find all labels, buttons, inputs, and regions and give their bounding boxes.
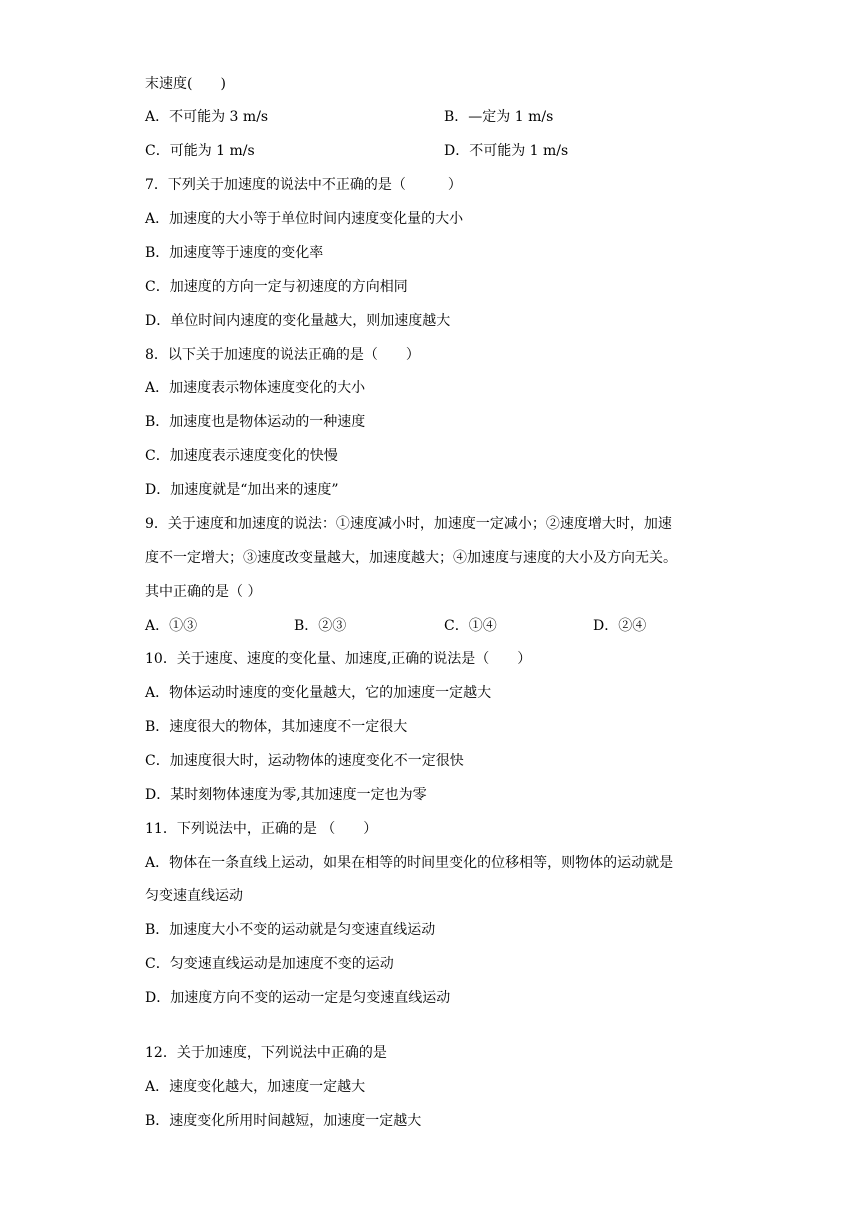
q9-stem-line-3: 其中正确的是（ ）: [145, 584, 262, 600]
q7-stem: 7．下列关于加速度的说法中不正确的是（ ）: [145, 177, 462, 193]
q7-option-d: D．单位时间内速度的变化量越大，则加速度越大: [145, 313, 451, 329]
q11-option-a-line-1: A．物体在一条直线上运动，如果在相等的时间里变化的位移相等，则物体的运动就是: [145, 855, 674, 871]
q12-option-b: B．速度变化所用时间越短，加速度一定越大: [145, 1113, 422, 1129]
q10-option-a: A．物体运动时速度的变化量越大，它的加速度一定越大: [145, 685, 492, 701]
q8-option-d: D．加速度就是“加出来的速度”: [145, 482, 339, 498]
q11-option-b: B．加速度大小不变的运动就是匀变速直线运动: [145, 922, 436, 938]
q12-option-a: A．速度变化越大，加速度一定越大: [145, 1079, 366, 1095]
q10-option-b: B．速度很大的物体，其加速度不一定很大: [145, 719, 408, 735]
q7-option-a: A．加速度的大小等于单位时间内速度变化量的大小: [145, 211, 464, 227]
q7-option-b: B．加速度等于速度的变化率: [145, 245, 324, 261]
q6-option-d: D．不可能为 1 m/s: [444, 143, 569, 159]
q11-option-d: D．加速度方向不变的运动一定是匀变速直线运动: [145, 990, 451, 1006]
q9-option-c: C．①④: [444, 618, 497, 634]
q11-option-a-line-2: 匀变速直线运动: [145, 888, 243, 904]
q9-option-a: A．①③: [145, 618, 198, 634]
q10-stem: 10．关于速度、速度的变化量、加速度,正确的说法是（ ）: [145, 651, 532, 667]
q11-stem: 11．下列说法中，正确的是 （ ）: [145, 821, 378, 837]
q6-option-c: C．可能为 1 m/s: [145, 143, 255, 159]
q11-option-c: C．匀变速直线运动是加速度不变的运动: [145, 956, 394, 972]
q8-option-c: C．加速度表示速度变化的快慢: [145, 448, 338, 464]
q9-stem-line-2: 度不一定增大；③速度改变量越大，加速度越大；④加速度与速度的大小及方向无关。: [145, 550, 677, 566]
q9-option-b: B．②③: [294, 618, 347, 634]
q9-stem-line-1: 9．关于速度和加速度的说法：①速度减小时，加速度一定减小；②速度增大时，加速: [145, 516, 672, 532]
q8-stem: 8．以下关于加速度的说法正确的是（ ）: [145, 347, 420, 363]
q6-stem-tail: 末速度( ): [145, 76, 226, 92]
q10-option-d: D．某时刻物体速度为零,其加速度一定也为零: [145, 787, 427, 803]
q12-stem: 12．关于加速度，下列说法中正确的是: [145, 1045, 387, 1061]
q10-option-c: C．加速度很大时，运动物体的速度变化不一定很快: [145, 753, 464, 769]
q9-option-d: D．②④: [593, 618, 647, 634]
q7-option-c: C．加速度的方向一定与初速度的方向相同: [145, 279, 408, 295]
q6-option-a: A．不可能为 3 m/s: [145, 109, 269, 125]
q8-option-a: A．加速度表示物体速度变化的大小: [145, 380, 366, 396]
q6-option-b: B．—定为 1 m/s: [444, 109, 554, 125]
q8-option-b: B．加速度也是物体运动的一种速度: [145, 414, 366, 430]
